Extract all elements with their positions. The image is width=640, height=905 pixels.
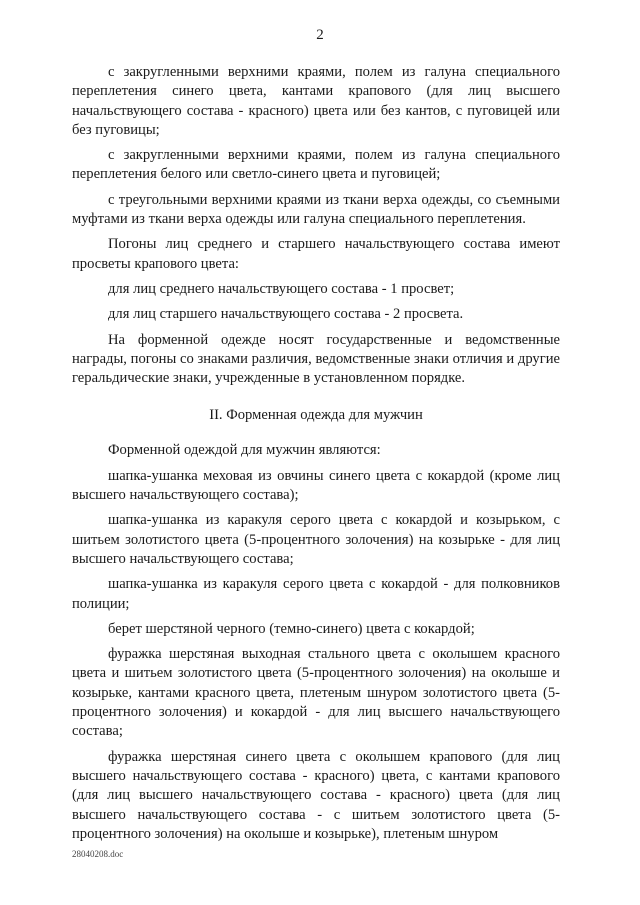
paragraph: шапка-ушанка меховая из овчины синего цвета с кокардой (кроме лиц высшего начальствующего состава); <box>72 467 560 504</box>
paragraph: шапка-ушанка из каракуля серого цвета с кокардой - для полковников полиции; <box>72 576 560 612</box>
paragraph: с закругленными верхними краями, полем из галуна специального переплетения белого или светло-синего цвета и пуговицей; <box>72 147 560 183</box>
paragraph: фуражка шерстяная выходная стального цвета с околышем красного цвета и шитьем золотистого цвета (5-процентного золочения) на околыше и козырьке, кантами красного цвета, плетеным шнуром золотистого цвета (5-процентного золочения) и кокардой - для лиц высшего начальствующего состава; <box>72 646 560 740</box>
file-name-footer: 28040208.doc <box>72 849 124 859</box>
paragraph: шапка-ушанка из каракуля серого цвета с кокардой и козырьком, с шитьем золотистого цвета (5-процентного золочения) на козырьке - для лиц высшего начальствующего состава; <box>72 512 560 567</box>
paragraph: Форменной одеждой для мужчин являются: <box>108 442 381 459</box>
paragraph: фуражка шерстяная синего цвета с околышем крапового (для лиц высшего начальствующего состава - красного) цвета, с кантами крапового (для лиц высшего начальствующего состава - красного) цвета (для лиц высшего начальствующего состава - с шитьем золотистого цвета (5-процентного золочения) на околыше и козырьке), плетеным шнуром <box>72 748 560 842</box>
page-number: 2 <box>316 27 324 43</box>
document-body <box>72 63 560 844</box>
paragraph: для лиц среднего начальствующего состава - 1 просвет; <box>108 280 455 297</box>
paragraph: для лиц старшего начальствующего состава - 2 просвета. <box>108 306 464 323</box>
paragraph: с закругленными верхними краями, полем из галуна специального переплетения синего цвета, кантами крапового (для лиц высшего начальствующего состава - красного) цвета или без кантов, с пуговицей или без пуговицы; <box>72 64 560 138</box>
section-title: II. Форменная одежда для мужчин <box>209 407 423 424</box>
paragraph: На форменной одежде носят государственные и ведомственные награды, погоны со знаками различия, ведомственные знаки отличия и другие геральдические знаки, учрежденные в установленном порядке. <box>72 331 560 387</box>
paragraph: берет шерстяной черного (темно-синего) цвета с кокардой; <box>108 620 475 637</box>
paragraph: Погоны лиц среднего и старшего начальствующего состава имеют просветы крапового цвета: <box>72 236 560 272</box>
paragraph: с треугольными верхними краями из ткани верха одежды, со съемными муфтами из ткани верха одежды или галуна специального переплетения. <box>72 191 560 228</box>
